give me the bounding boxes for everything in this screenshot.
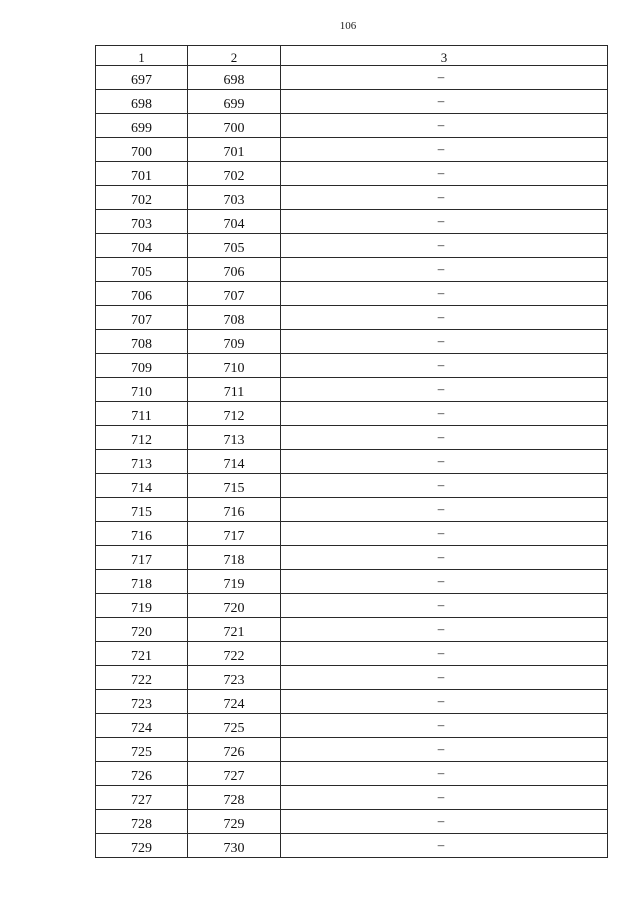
dash-mark: – — [437, 165, 445, 180]
table-cell-col-3 — [281, 426, 608, 450]
table-cell-col-1: 713 — [96, 450, 188, 474]
dash-mark: – — [437, 765, 445, 780]
dash-mark: – — [437, 573, 445, 588]
table-cell-col-1: 716 — [96, 522, 188, 546]
table-cell-col-3 — [281, 762, 608, 786]
table-row — [96, 666, 608, 690]
table-cell-col-1: 719 — [96, 594, 188, 618]
table-row — [96, 282, 608, 306]
table-row — [96, 90, 608, 114]
table-row — [96, 786, 608, 810]
table-cell-col-2: 721 — [188, 618, 281, 642]
table-row — [96, 138, 608, 162]
table-cell-col-2: 727 — [188, 762, 281, 786]
table-cell-col-3 — [281, 450, 608, 474]
table-row — [96, 234, 608, 258]
table-row — [96, 570, 608, 594]
table-cell-col-2: 706 — [188, 258, 281, 282]
table-cell-col-3 — [281, 570, 608, 594]
table-cell-col-1: 711 — [96, 402, 188, 426]
table-row — [96, 738, 608, 762]
table-cell-col-3 — [281, 234, 608, 258]
table-cell-col-3 — [281, 162, 608, 186]
table-cell-col-1: 707 — [96, 306, 188, 330]
table-cell-col-2: 709 — [188, 330, 281, 354]
table-cell-col-3 — [281, 210, 608, 234]
table-cell-col-2: 725 — [188, 714, 281, 738]
table-cell-col-3 — [281, 138, 608, 162]
table-cell-col-1: 718 — [96, 570, 188, 594]
dash-mark: – — [437, 525, 445, 540]
table-cell-col-1: 706 — [96, 282, 188, 306]
dash-mark: – — [437, 117, 445, 132]
table-cell-col-1: 698 — [96, 90, 188, 114]
table-cell-col-3 — [281, 186, 608, 210]
column-header-1: 1 — [96, 46, 188, 66]
table-cell-col-3 — [281, 402, 608, 426]
table-cell-col-3 — [281, 474, 608, 498]
table-row — [96, 450, 608, 474]
table-row — [96, 354, 608, 378]
table-cell-col-3 — [281, 666, 608, 690]
column-header-3: 3 — [281, 46, 608, 66]
table-cell-col-3 — [281, 546, 608, 570]
table-cell-col-1: 699 — [96, 114, 188, 138]
table-cell-col-2: 713 — [188, 426, 281, 450]
table-cell-col-3 — [281, 738, 608, 762]
dash-mark: – — [437, 597, 445, 612]
table-row — [96, 522, 608, 546]
dash-mark: – — [437, 549, 445, 564]
table-cell-col-2: 712 — [188, 402, 281, 426]
table-cell-col-3 — [281, 306, 608, 330]
dash-mark: – — [437, 717, 445, 732]
table-row — [96, 714, 608, 738]
table-cell-col-1: 703 — [96, 210, 188, 234]
table-cell-col-3 — [281, 522, 608, 546]
table-cell-col-3 — [281, 282, 608, 306]
table-cell-col-2: 730 — [188, 834, 281, 858]
table-cell-col-2: 714 — [188, 450, 281, 474]
dash-mark: – — [437, 237, 445, 252]
dash-mark: – — [437, 141, 445, 156]
table-cell-col-3 — [281, 66, 608, 90]
table-cell-col-1: 722 — [96, 666, 188, 690]
table-cell-col-2: 700 — [188, 114, 281, 138]
table-cell-col-1: 724 — [96, 714, 188, 738]
table-cell-col-1: 702 — [96, 186, 188, 210]
table-cell-col-3 — [281, 690, 608, 714]
table-row — [96, 810, 608, 834]
dash-mark: – — [437, 261, 445, 276]
table-cell-col-3 — [281, 594, 608, 618]
table-cell-col-2: 720 — [188, 594, 281, 618]
table-cell-col-2: 723 — [188, 666, 281, 690]
dash-mark: – — [437, 189, 445, 204]
dash-mark: – — [437, 669, 445, 684]
table-cell-col-2: 726 — [188, 738, 281, 762]
table-cell-col-1: 700 — [96, 138, 188, 162]
table-cell-col-1: 708 — [96, 330, 188, 354]
table-cell-col-3 — [281, 786, 608, 810]
table-cell-col-1: 728 — [96, 810, 188, 834]
table-cell-col-1: 727 — [96, 786, 188, 810]
page-number: 106 — [339, 20, 357, 32]
dash-mark: – — [437, 69, 445, 84]
table-cell-col-2: 716 — [188, 498, 281, 522]
dash-mark: – — [437, 309, 445, 324]
table-cell-col-2: 703 — [188, 186, 281, 210]
table-cell-col-2: 728 — [188, 786, 281, 810]
table-cell-col-1: 723 — [96, 690, 188, 714]
dash-mark: – — [437, 621, 445, 636]
table-cell-col-2: 708 — [188, 306, 281, 330]
dash-mark: – — [437, 813, 445, 828]
data-table — [95, 45, 608, 858]
dash-mark: – — [437, 429, 445, 444]
table-row — [96, 402, 608, 426]
table-cell-col-1: 721 — [96, 642, 188, 666]
table-cell-col-2: 722 — [188, 642, 281, 666]
dash-mark: – — [437, 93, 445, 108]
table-row — [96, 834, 608, 858]
table-cell-col-2: 711 — [188, 378, 281, 402]
dash-mark: – — [437, 501, 445, 516]
dash-mark: – — [437, 693, 445, 708]
table-cell-col-1: 717 — [96, 546, 188, 570]
table-cell-col-2: 707 — [188, 282, 281, 306]
table-cell-col-1: 710 — [96, 378, 188, 402]
table-cell-col-3 — [281, 642, 608, 666]
table-cell-col-2: 715 — [188, 474, 281, 498]
table-row — [96, 546, 608, 570]
dash-mark: – — [437, 477, 445, 492]
table-row — [96, 258, 608, 282]
table-cell-col-3 — [281, 258, 608, 282]
table-cell-col-3 — [281, 114, 608, 138]
table-cell-col-2: 704 — [188, 210, 281, 234]
table-cell-col-2: 710 — [188, 354, 281, 378]
table-row — [96, 474, 608, 498]
dash-mark: – — [437, 381, 445, 396]
table-row — [96, 186, 608, 210]
table-cell-col-2: 699 — [188, 90, 281, 114]
table-cell-col-3 — [281, 618, 608, 642]
table-cell-col-1: 714 — [96, 474, 188, 498]
table-row — [96, 426, 608, 450]
dash-mark: – — [437, 357, 445, 372]
table-cell-col-3 — [281, 810, 608, 834]
table-cell-col-3 — [281, 90, 608, 114]
dash-mark: – — [437, 333, 445, 348]
table-row — [96, 594, 608, 618]
table-body — [96, 66, 608, 858]
table-row — [96, 618, 608, 642]
table-cell-col-1: 704 — [96, 234, 188, 258]
table-cell-col-1: 725 — [96, 738, 188, 762]
column-header-2: 2 — [188, 46, 281, 66]
table-cell-col-3 — [281, 834, 608, 858]
table-cell-col-1: 720 — [96, 618, 188, 642]
table-cell-col-1: 709 — [96, 354, 188, 378]
table-row — [96, 66, 608, 90]
dash-mark: – — [437, 789, 445, 804]
table-row — [96, 378, 608, 402]
table-cell-col-1: 701 — [96, 162, 188, 186]
dash-mark: – — [437, 837, 445, 852]
table-cell-col-3 — [281, 714, 608, 738]
table-cell-col-3 — [281, 378, 608, 402]
table-cell-col-3 — [281, 498, 608, 522]
table-row — [96, 210, 608, 234]
table-cell-col-1: 697 — [96, 66, 188, 90]
table-row — [96, 114, 608, 138]
table-cell-col-2: 702 — [188, 162, 281, 186]
table-cell-col-2: 729 — [188, 810, 281, 834]
table-cell-col-3 — [281, 354, 608, 378]
table-cell-col-2: 717 — [188, 522, 281, 546]
table-row — [96, 690, 608, 714]
table-row — [96, 306, 608, 330]
table-cell-col-2: 719 — [188, 570, 281, 594]
dash-mark: – — [437, 285, 445, 300]
table-cell-col-2: 705 — [188, 234, 281, 258]
dash-mark: – — [437, 213, 445, 228]
table-cell-col-1: 705 — [96, 258, 188, 282]
table-row — [96, 330, 608, 354]
table-cell-col-3 — [281, 330, 608, 354]
table-cell-col-2: 718 — [188, 546, 281, 570]
table-row — [96, 642, 608, 666]
dash-mark: – — [437, 741, 445, 756]
table-cell-col-2: 698 — [188, 66, 281, 90]
table-row — [96, 762, 608, 786]
table-cell-col-2: 724 — [188, 690, 281, 714]
table-cell-col-1: 726 — [96, 762, 188, 786]
table-cell-col-1: 729 — [96, 834, 188, 858]
dash-mark: – — [437, 645, 445, 660]
table-cell-col-1: 712 — [96, 426, 188, 450]
table-header — [96, 46, 608, 66]
table-cell-col-1: 715 — [96, 498, 188, 522]
table-row — [96, 498, 608, 522]
dash-mark: – — [437, 453, 445, 468]
header-row — [96, 46, 608, 66]
dash-mark: – — [437, 405, 445, 420]
table-cell-col-2: 701 — [188, 138, 281, 162]
table-row — [96, 162, 608, 186]
